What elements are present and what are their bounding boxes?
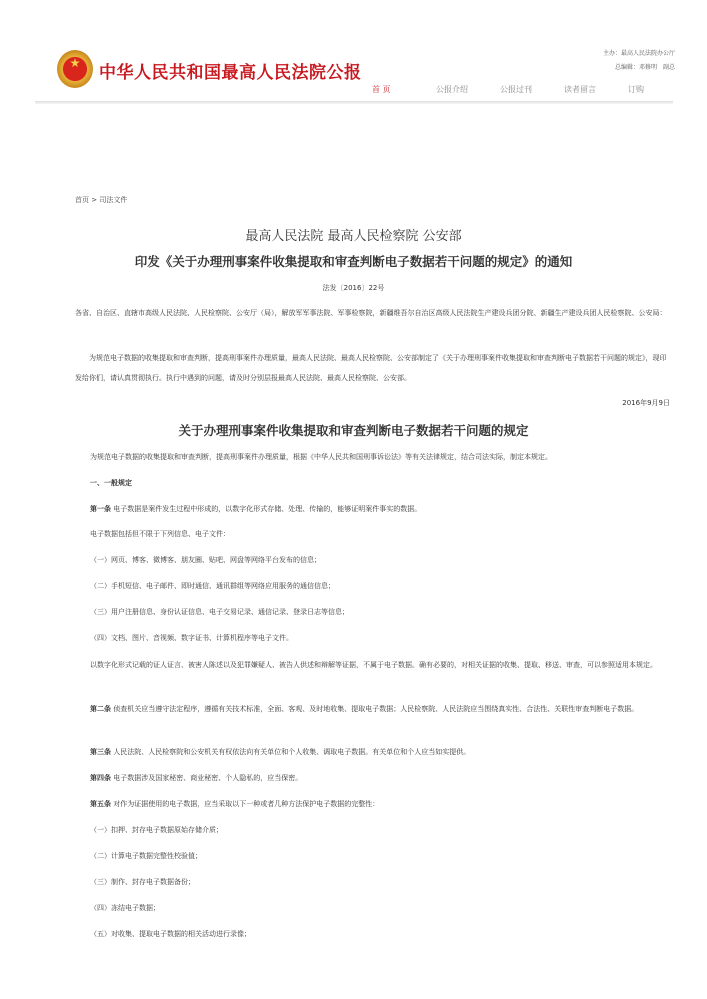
- article-1: [90, 500, 672, 518]
- nav-home[interactable]: 首 页: [372, 85, 391, 94]
- list-item: （二）计算电子数据完整性校验值；: [90, 852, 202, 860]
- list-item: （四）文档、图片、音视频、数字证书、计算机程序等电子文件。: [90, 634, 293, 642]
- doc-number: 法发〔2016〕22号: [322, 284, 385, 292]
- article-text: 对作为证据使用的电子数据，应当采取以下一种或者几种方法保护电子数据的完整性：: [113, 800, 380, 808]
- article-2: [90, 700, 672, 718]
- national-emblem-logo: [57, 50, 93, 88]
- list-item: （五）对收集、提取电子数据的相关活动进行录像；: [90, 930, 251, 938]
- includes: 电子数据包括但不限于下列信息、电子文件：: [90, 530, 230, 538]
- article-3: [90, 743, 672, 761]
- list-item: （四）冻结电子数据；: [90, 904, 160, 912]
- article-label: 第五条: [90, 800, 111, 808]
- section-heading: 一、一般规定: [90, 479, 132, 487]
- list-item: （一）网页、博客、微博客、朋友圈、贴吧、网盘等网络平台发布的信息；: [90, 556, 321, 564]
- doc-title: 印发《关于办理刑事案件收集提取和审查判断电子数据若干问题的规定》的通知: [134, 254, 573, 269]
- sponsor: 主办：最高人民法院办公厅: [602, 50, 675, 57]
- article-label: 第三条: [90, 748, 111, 756]
- issuers: 最高人民法院 最高人民检察院 公安部: [245, 229, 462, 244]
- breadcrumb[interactable]: 首页 > 司法文件: [75, 196, 128, 204]
- article-text: 电子数据是案件发生过程中形成的，以数字化形式存储、处理、传输的，能够证明案件事实的数据。: [113, 505, 422, 513]
- article-label: 第四条: [90, 774, 111, 782]
- list-item: （三）制作、封存电子数据备份；: [90, 878, 195, 886]
- doc-date: 2016年9月9日: [622, 399, 670, 407]
- chief-editor: 总编辑：邓修明 副总: [614, 64, 675, 71]
- nav-archive[interactable]: 公报过刊: [500, 85, 532, 94]
- nav-about[interactable]: 公报介绍: [436, 85, 468, 94]
- nav-messages[interactable]: 读者留言: [564, 85, 596, 94]
- addressees: 各省、自治区、直辖市高级人民法院、人民检察院、公安厅（局），解放军军事法院、军事检察院，新疆维吾尔自治区高级人民法院生产建设兵团分院、新疆生产建设兵团人民检察院、公安局：: [75, 309, 667, 317]
- main-nav: [372, 84, 692, 95]
- article-4: [90, 769, 672, 787]
- notice-paragraph: 为规范电子数据的收集提取和审查判断，提高刑事案件办理质量，最高人民法院、最高人民检察院、公安部制定了《关于办理刑事案件收集提取和审查判断电子数据若干问题的规定》，现印发给你们，请认真贯彻执行。执行中遇到的问题，请及时分别层报最高人民法院、最高人民检察院、公安部。: [75, 354, 667, 382]
- list-item: （一）扣押、封存电子数据原始存储介质；: [90, 826, 223, 834]
- exclusion: 以数字化形式记载的证人证言、被害人陈述以及犯罪嫌疑人、被告人供述和辩解等证据，不属于电子数据。确有必要的，对相关证据的收集、提取、移送、审查，可以参照适用本规定。: [90, 661, 657, 669]
- nav-subscribe[interactable]: 订购: [628, 85, 644, 94]
- article-text: 侦查机关应当遵守法定程序，遵循有关技术标准，全面、客观、及时地收集、提取电子数据；人民检察院、人民法院应当围绕真实性、合法性、关联性审查判断电子数据。: [113, 705, 639, 713]
- site-title[interactable]: 中华人民共和国最高人民法院公报: [99, 63, 362, 83]
- article-text: 人民法院、人民检察院和公安机关有权依法向有关单位和个人收集、调取电子数据。有关单位和个人应当如实提供。: [113, 748, 471, 756]
- article-text: 电子数据涉及国家秘密、商业秘密、个人隐私的，应当保密。: [113, 774, 303, 782]
- article-label: 第二条: [90, 705, 111, 713]
- list-item: （三）用户注册信息、身份认证信息、电子交易记录、通信记录、登录日志等信息；: [90, 608, 349, 616]
- intro: 为规范电子数据的收集提取和审查判断，提高刑事案件办理质量，根据《中华人民共和国刑事诉讼法》等有关法律规定，结合司法实际，制定本规定。: [90, 453, 552, 461]
- article-5: [90, 795, 672, 813]
- article-label: 第一条: [90, 505, 111, 513]
- rule-title: 关于办理刑事案件收集提取和审查判断电子数据若干问题的规定: [178, 423, 529, 438]
- list-item: （二）手机短信、电子邮件、即时通信、通讯群组等网络应用服务的通信信息；: [90, 582, 335, 590]
- header-divider: [35, 101, 673, 104]
